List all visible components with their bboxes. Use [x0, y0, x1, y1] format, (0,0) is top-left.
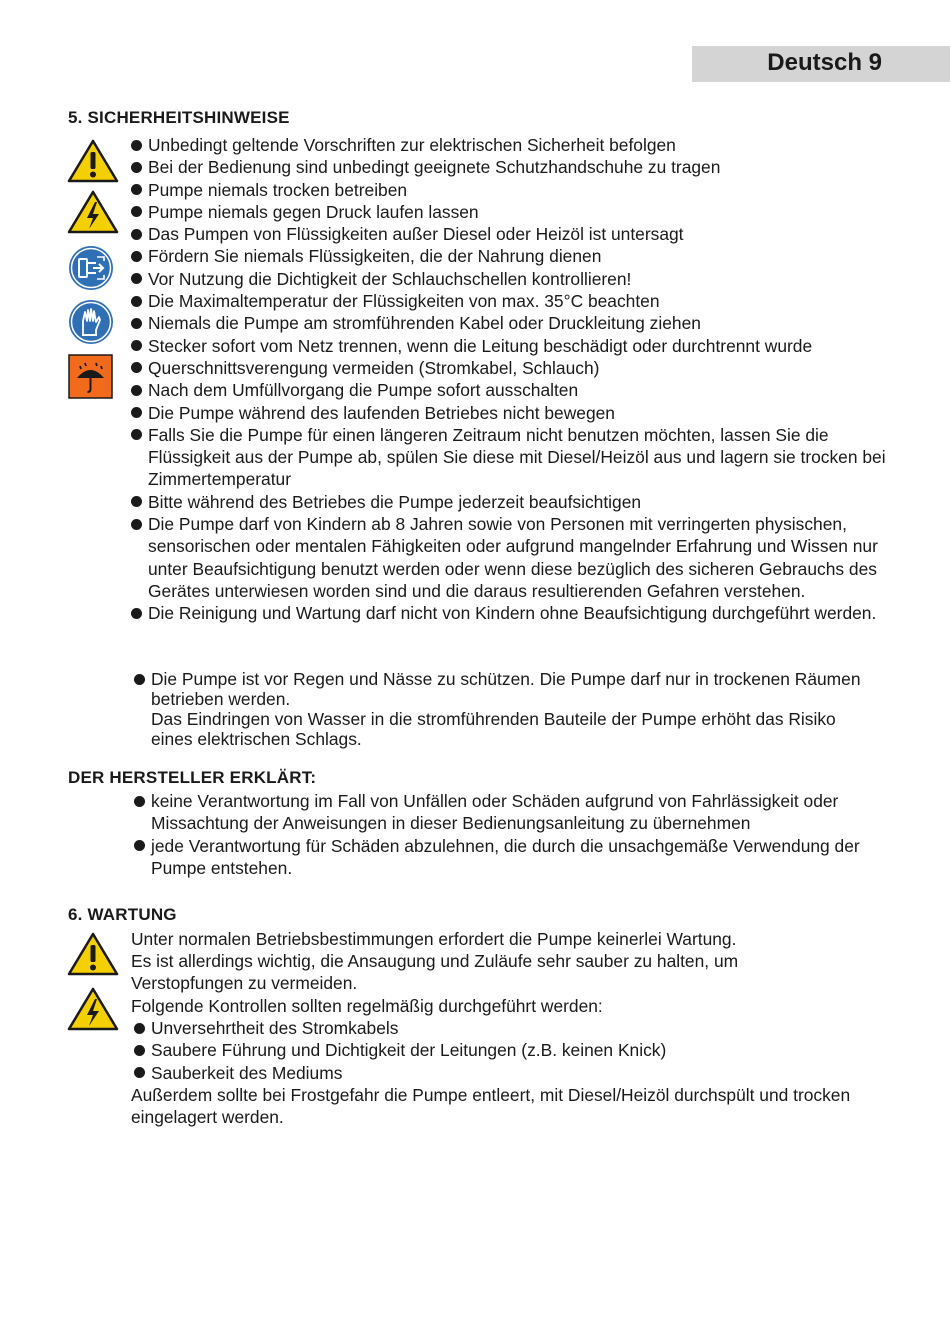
manufacturer-title: DER HERSTELLER ERKLÄRT:: [68, 768, 317, 787]
list-item: Bei der Bedienung sind unbedingt geeignete Schutzhandschuhe zu tragen: [131, 156, 891, 178]
rain-protection-extra: Das Eindringen von Wasser in die stromführenden Bauteile der Pumpe erhöht das Risiko eines elektrischen Schlags.: [151, 709, 836, 749]
list-item: jede Verantwortung für Schäden abzulehnen, die durch die unsachgemäße Verwendung der Pumpe entstehen.: [134, 835, 879, 880]
list-item: Sauberkeit des Mediums: [134, 1062, 879, 1084]
warning-general-icon: [67, 139, 119, 183]
list-item: Die Reinigung und Wartung darf nicht von Kindern ohne Beaufsichtigung durchgeführt werden.: [131, 602, 891, 624]
list-item: Das Pumpen von Flüssigkeiten außer Diesel oder Heizöl ist untersagt: [131, 223, 891, 245]
list-item: Niemals die Pumpe am stromführenden Kabel oder Druckleitung ziehen: [131, 312, 891, 334]
manufacturer-list: [134, 790, 879, 879]
list-item: Bitte während des Betriebes die Pumpe jederzeit beaufsichtigen: [131, 491, 891, 513]
list-item: Fördern Sie niemals Flüssigkeiten, die der Nahrung dienen: [131, 245, 891, 267]
warning-electric-icon: [67, 190, 119, 234]
maintenance-outro: Außerdem sollte bei Frostgefahr die Pumpe entleert, mit Diesel/Heizöl durchspült und trocken eingelagert werden.: [131, 1085, 851, 1128]
maintenance-checks-list: [134, 1017, 879, 1084]
list-item: Pumpe niemals trocken betreiben: [131, 179, 891, 201]
list-item: Die Pumpe während des laufenden Betriebes nicht bewegen: [131, 402, 891, 424]
page-header-tab: [692, 46, 950, 82]
maintenance-intro-2: Es ist allerdings wichtig, die Ansaugung und Zuläufe sehr sauber zu halten, um Verstopfungen zu vermeiden.: [131, 951, 739, 994]
list-item: Falls Sie die Pumpe für einen längeren Zeitraum nicht benutzen möchten, lassen Sie die Flüssigkeit aus der Pumpe ab, spülen Sie diese mit Diesel/Heizöl aus und lagern sie trocken bei Zimmertemperatur: [131, 424, 891, 491]
section-6-title: 6. WARTUNG: [68, 905, 177, 924]
rain-protection-text: Die Pumpe ist vor Regen und Nässe zu schützen. Die Pumpe darf nur in trockenen Räumen betrieben werden.: [151, 669, 861, 709]
list-item: Saubere Führung und Dichtigkeit der Leitungen (z.B. keinen Knick): [134, 1039, 879, 1061]
section-5-title: 5. SICHERHEITSHINWEISE: [68, 108, 290, 127]
maintenance-intro-1: Unter normalen Betriebsbestimmungen erfordert die Pumpe keinerlei Wartung.: [131, 929, 737, 949]
keep-dry-icon: [68, 354, 113, 399]
list-item: Die Pumpe darf von Kindern ab 8 Jahren sowie von Personen mit verringerten physischen, sensorischen oder mentalen Fähigkeiten oder aufgrund mangelnder Erfahrung und Wissen nur unter Beaufsichtigung benutzt werden oder wenn diese bezüglich des sicheren Gebrauchs des Gerätes unterwiesen worden sind und die daraus resultierenden Gefahren verstehen.: [131, 513, 891, 602]
wear-gloves-icon: [68, 299, 114, 345]
list-item: Pumpe niemals gegen Druck laufen lassen: [131, 201, 891, 223]
maintenance-intro-3: Folgende Kontrollen sollten regelmäßig durchgeführt werden:: [131, 996, 603, 1016]
list-item: Die Maximaltemperatur der Flüssigkeiten von max. 35°C beachten: [131, 290, 891, 312]
list-item: Unversehrtheit des Stromkabels: [134, 1017, 879, 1039]
list-item: Stecker sofort vom Netz trennen, wenn die Leitung beschädigt oder durchtrennt wurde: [131, 335, 891, 357]
warning-general-icon: [67, 932, 119, 976]
rain-protection-item: [134, 669, 879, 749]
list-item: keine Verantwortung im Fall von Unfällen oder Schäden aufgrund von Fahrlässigkeit oder Missachtung der Anweisungen in dieser Bedienungsanleitung zu übernehmen: [134, 790, 879, 835]
list-item: Nach dem Umfüllvorgang die Pumpe sofort ausschalten: [131, 379, 891, 401]
disconnect-plug-icon: [68, 245, 114, 291]
safety-instructions-list: [131, 134, 891, 625]
list-item: Unbedingt geltende Vorschriften zur elektrischen Sicherheit befolgen: [131, 134, 891, 156]
page-header-label: Deutsch 9: [767, 49, 882, 76]
list-item: Vor Nutzung die Dichtigkeit der Schlauchschellen kontrollieren!: [131, 268, 891, 290]
warning-electric-icon: [67, 987, 119, 1031]
list-item: Querschnittsverengung vermeiden (Stromkabel, Schlauch): [131, 357, 891, 379]
